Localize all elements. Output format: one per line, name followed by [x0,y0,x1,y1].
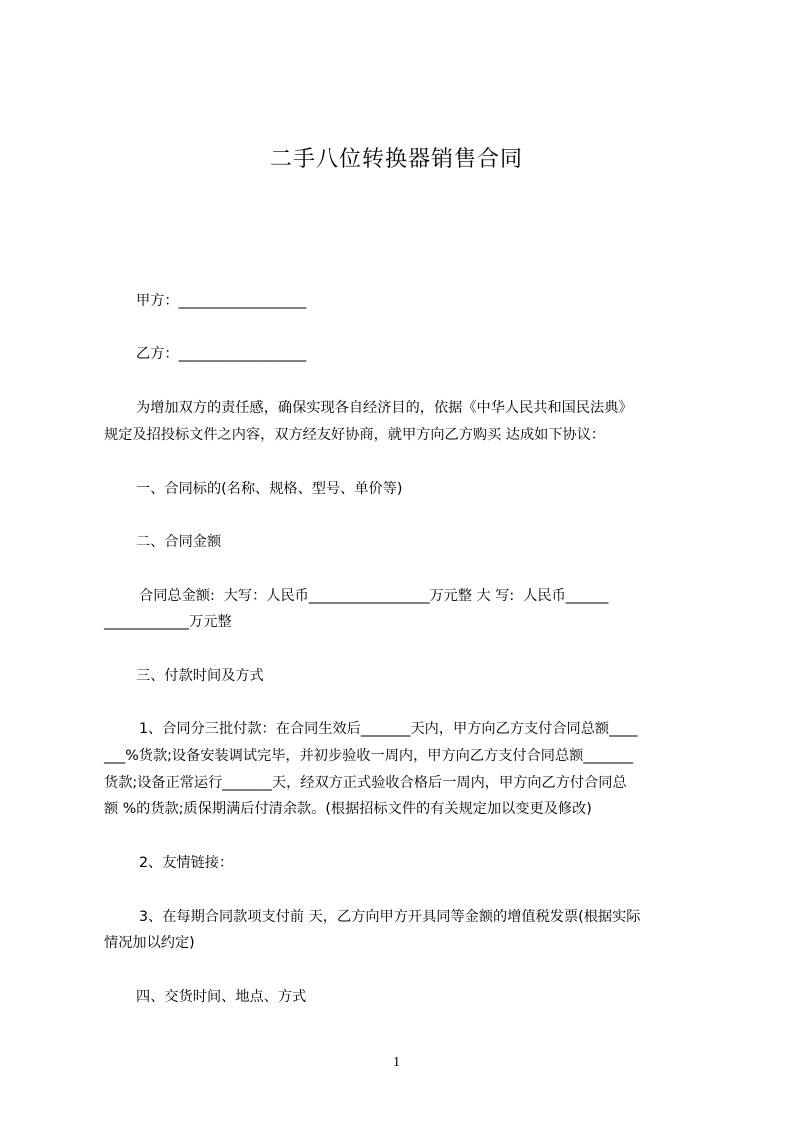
section-heading-payment: 三、付款时间及方式 [136,668,264,684]
party-a-line: 甲方：__________________ [136,293,307,309]
item-3-line-1: 3、在每期合同款项支付前 天，乙方向甲方开具同等金额的增值税发票(根据实际 [139,909,641,925]
payment-paragraph-line-1: 1、合同分三批付款：在合同生效后_______天内，甲方向乙方支付合同总额____ [139,721,638,737]
party-b-line: 乙方：__________________ [136,346,307,362]
section-heading-subject: 一、合同标的(名称、规格、型号、单价等) [136,481,403,497]
intro-paragraph-line-2: 规定及招投标文件之内容，双方经友好协商，就甲方向乙方购买 达成如下协议： [104,427,606,443]
payment-paragraph-line-4: 额 %的货款;质保期满后付清余款。(根据招标文件的有关规定加以变更及修改) [104,801,592,817]
section-heading-delivery: 四、交货时间、地点、方式 [136,989,307,1005]
payment-paragraph-line-2: ___%货款;设备安装调试完毕，并初步验收一周内，甲方向乙方支付合同总额_______ [104,748,634,764]
intro-paragraph-line-1: 为增加双方的责任感，确保实现各自经济目的，依据《中华人民共和国民法典》 [136,400,633,416]
amount-line-1: 合同总金额: 大写：人民币_________________万元整 大 写: 人民币______ [139,588,609,604]
page-number: 1 [393,1055,400,1070]
amount-line-2: ____________万元整 [104,614,232,630]
payment-paragraph-line-3: 货款;设备正常运行_______天，经双方正式验收合格后一周内，甲方向乙方付合同总 [104,775,627,791]
document-title: 二手八位转换器销售合同 [269,147,523,172]
section-heading-amount: 二、合同金额 [136,534,222,550]
item-2-line: 2、友情链接： [139,855,234,871]
item-3-line-2: 情况加以约定) [104,935,195,951]
